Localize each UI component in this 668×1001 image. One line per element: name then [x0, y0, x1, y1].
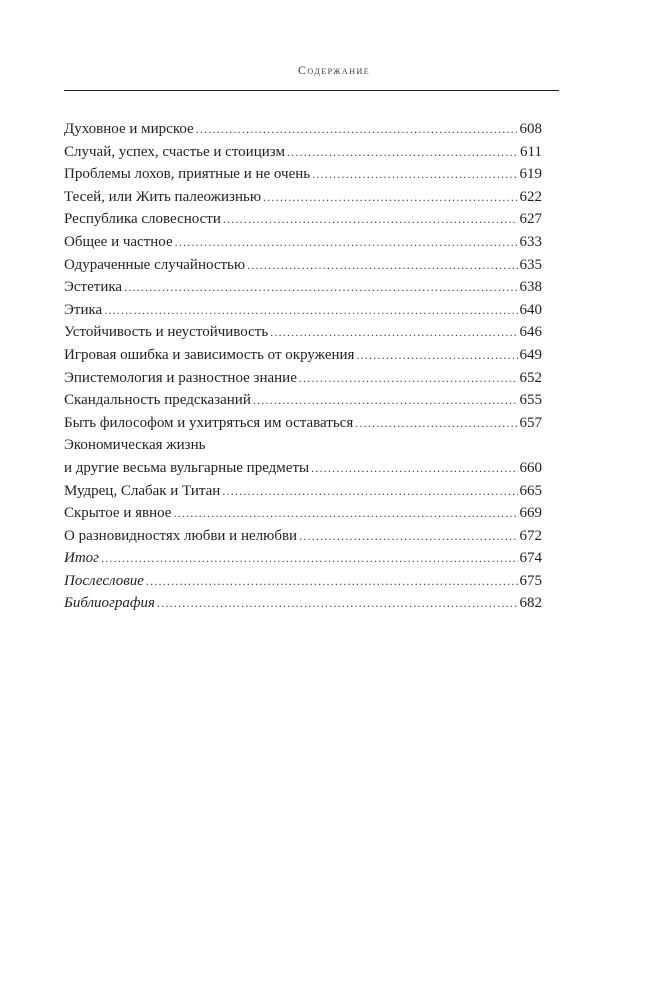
- toc-entry-page-number: 638: [519, 279, 542, 296]
- toc-entry-title: Эстетика: [64, 279, 123, 296]
- toc-entry-page-number: 657: [519, 414, 542, 431]
- toc-entry[interactable]: [64, 231, 542, 254]
- toc-entry-title: Проблемы лохов, приятные и не очень: [64, 166, 311, 183]
- toc-entry-page-number: 627: [519, 211, 542, 228]
- toc-entry[interactable]: [64, 547, 542, 570]
- dot-leader: [356, 344, 517, 367]
- toc-entry[interactable]: [64, 186, 542, 209]
- toc-entry[interactable]: [64, 118, 542, 141]
- toc-entry-title: Итог: [64, 550, 100, 567]
- toc-entry-title: Библиография: [64, 595, 156, 612]
- toc-entry-page-number: 635: [519, 256, 542, 273]
- toc-entry-page-number: 674: [519, 550, 542, 567]
- dot-leader: [146, 570, 518, 593]
- toc-entry[interactable]: [64, 389, 542, 412]
- dot-leader: [101, 547, 517, 570]
- toc-entry-page-number: 633: [519, 233, 542, 250]
- dot-leader: [157, 592, 517, 615]
- toc-entry[interactable]: [64, 299, 542, 322]
- toc-entry[interactable]: [64, 434, 542, 457]
- dot-leader: [124, 276, 517, 299]
- dot-leader: [311, 457, 517, 480]
- toc-entry-title: Скандальность предсказаний: [64, 392, 251, 409]
- toc-entry-title: Быть философом и ухитряться им оставаться: [64, 414, 354, 431]
- toc-entry-title: Устойчивость и неустойчивость: [64, 324, 269, 341]
- dot-leader: [312, 163, 517, 186]
- toc-entry-page-number: 619: [519, 166, 542, 183]
- table-of-contents: [64, 118, 542, 615]
- dot-leader: [247, 254, 517, 277]
- dot-leader: [299, 525, 517, 548]
- header-rule: [64, 90, 559, 91]
- dot-leader: [175, 231, 518, 254]
- toc-entry-page-number: 655: [519, 392, 542, 409]
- toc-entry-page-number: 649: [519, 346, 542, 363]
- toc-entry[interactable]: [64, 208, 542, 231]
- toc-entry[interactable]: [64, 163, 542, 186]
- toc-entry[interactable]: [64, 141, 542, 164]
- toc-entry-page-number: 622: [519, 188, 542, 205]
- toc-entry-page-number: 652: [519, 369, 542, 386]
- dot-leader: [355, 412, 517, 435]
- toc-entry-title: Этика: [64, 301, 103, 318]
- dot-leader: [263, 186, 517, 209]
- toc-entry-title: Общее и частное: [64, 233, 173, 250]
- toc-entry-title: и другие весьма вульгарные предметы: [64, 459, 310, 476]
- toc-entry-page-number: 669: [519, 505, 542, 522]
- dot-leader: [270, 321, 517, 344]
- toc-entry-title: Республика словесности: [64, 211, 221, 228]
- dot-leader: [287, 141, 518, 164]
- toc-entry-page-number: 675: [519, 572, 542, 589]
- toc-entry-page-number: 672: [519, 527, 542, 544]
- dot-leader: [299, 367, 518, 390]
- toc-entry[interactable]: [64, 412, 542, 435]
- dot-leader: [223, 208, 518, 231]
- toc-entry-title: Скрытое и явное: [64, 505, 172, 522]
- dot-leader: [196, 118, 518, 141]
- toc-entry-title: Духовное и мирское: [64, 121, 194, 137]
- toc-entry[interactable]: [64, 502, 542, 525]
- toc-entry[interactable]: [64, 525, 542, 548]
- toc-entry-page-number: 665: [519, 482, 542, 499]
- dot-leader: [173, 502, 517, 525]
- dot-leader: [253, 389, 518, 412]
- toc-entry[interactable]: [64, 344, 542, 367]
- toc-entry-page-number: 646: [519, 324, 542, 341]
- running-head: Содержание: [297, 63, 371, 77]
- dot-leader: [104, 299, 517, 322]
- toc-entry[interactable]: [64, 254, 542, 277]
- toc-entry[interactable]: [64, 570, 542, 593]
- toc-entry[interactable]: [64, 457, 542, 480]
- toc-entry[interactable]: [64, 276, 542, 299]
- toc-entry-title: Тесей, или Жить палеожизнью: [64, 188, 262, 205]
- toc-entry-page-number: 608: [519, 121, 542, 137]
- toc-entry-page-number: 660: [519, 459, 542, 476]
- toc-entry-title: Экономическая жизнь: [64, 437, 206, 454]
- toc-entry-title: Мудрец, Слабак и Титан: [64, 482, 221, 499]
- toc-entry[interactable]: [64, 592, 542, 615]
- toc-entry-title: Эпистемология и разностное знание: [64, 369, 297, 386]
- toc-entry-title: Игровая ошибка и зависимость от окружения: [64, 346, 355, 363]
- toc-entry-title: Случай, успех, счастье и стоицизм: [64, 143, 285, 160]
- toc-entry-title: Одураченные случайностью: [64, 256, 246, 273]
- toc-entry[interactable]: [64, 480, 542, 503]
- toc-entry-title: Послесловие: [64, 572, 144, 589]
- toc-entry[interactable]: [64, 367, 542, 390]
- dot-leader: [222, 480, 517, 503]
- toc-entry-page-number: 682: [519, 595, 542, 612]
- toc-entry-title: О разновидностях любви и нелюбви: [64, 527, 298, 544]
- toc-entry[interactable]: [64, 321, 542, 344]
- toc-entry-page-number: 640: [519, 301, 542, 318]
- toc-entry-page-number: 611: [520, 143, 542, 160]
